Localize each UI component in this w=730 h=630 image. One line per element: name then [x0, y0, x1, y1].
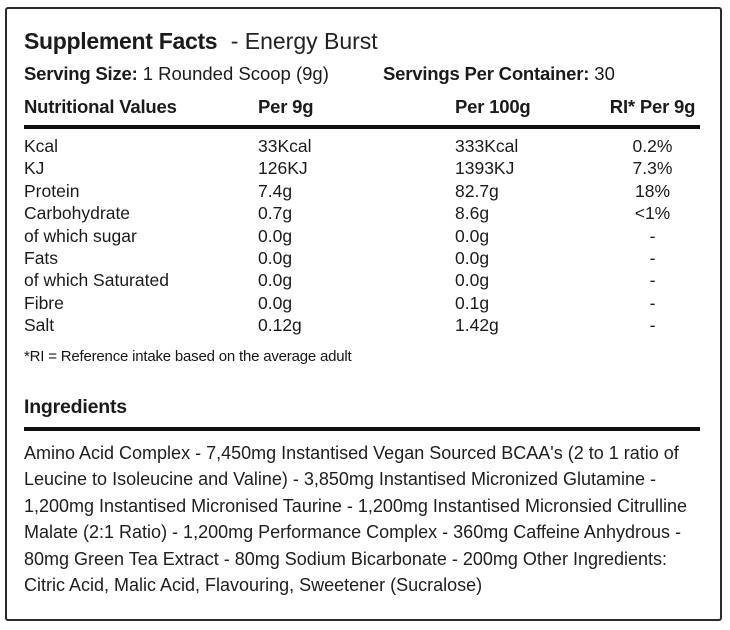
value-per-100g: 333Kcal [455, 136, 519, 156]
header-divider-rule [24, 125, 700, 129]
table-row [24, 135, 700, 157]
value-per-9g: 0.0g [258, 270, 293, 291]
nutrient-name: of which Saturated [24, 270, 169, 291]
value-ri: - [649, 225, 656, 246]
value-per-9g: 0.0g [258, 248, 293, 269]
value-per-100g: 82.7g [455, 180, 499, 201]
label-title [24, 28, 698, 54]
supplement-facts-label [5, 7, 722, 621]
value-per-9g: 0.0g [258, 292, 293, 313]
table-row [24, 314, 700, 336]
ingredients-heading: Ingredients [24, 395, 127, 418]
table-row [24, 247, 700, 269]
ri-footnote: *RI = Reference intake based on the average adult [24, 347, 352, 365]
value-per-9g: 7.4g [258, 180, 293, 201]
value-per-100g: 1393KJ [455, 158, 515, 179]
header-per-100g: Per 100g [455, 96, 531, 117]
serving-info-row [24, 63, 698, 85]
value-per-100g: 0.1g [455, 292, 490, 313]
nutrient-name: Fats [24, 248, 59, 269]
servings-per-container-value: 30 [594, 63, 615, 84]
value-per-9g: 0.0g [258, 225, 293, 246]
header-per-9g: Per 9g [258, 96, 314, 117]
table-header-row [24, 96, 700, 118]
nutrient-name: of which sugar [24, 225, 137, 246]
value-per-100g: 1.42g [455, 315, 499, 336]
ingredients-divider-rule [24, 427, 700, 431]
value-ri: 18% [634, 180, 671, 201]
value-per-100g: 0.0g [455, 270, 490, 291]
nutrition-table [24, 96, 700, 337]
value-per-100g: 8.6g [455, 203, 490, 224]
value-per-9g: 0.7g [258, 203, 293, 224]
header-nutritional-values: Nutritional Values [24, 96, 177, 117]
value-ri: <1% [634, 203, 671, 224]
table-row [24, 269, 700, 291]
header-ri-per-9g: RI* Per 9g [609, 96, 696, 117]
servings-per-container-label: Servings Per Container: [383, 63, 590, 84]
value-ri: - [649, 248, 656, 269]
table-row [24, 157, 700, 179]
nutrient-name: KJ [24, 158, 45, 179]
nutrient-name: Salt [24, 315, 55, 336]
table-row [24, 202, 700, 224]
serving-size-label: Serving Size: [24, 63, 138, 84]
value-ri: - [649, 315, 656, 336]
value-per-9g: 33Kcal [258, 136, 312, 156]
nutrient-name: Kcal [24, 136, 59, 156]
value-per-9g: 126KJ [258, 158, 308, 179]
nutrient-name: Protein [24, 180, 80, 201]
value-ri: - [649, 270, 656, 291]
ingredients-text: Amino Acid Complex - 7,450mg Instantised Vegan Sourced BCAA's (2 to 1 ratio of Leucine to Isoleucine and Valine) - 3,850mg Instantised Micronized Glutamine - 1,200mg Instantised Micronised Taurine - 1,200mg Instantised Micronsied Citrulline Malate (2:1 Ratio) - 1,200mg Performance Complex - 360mg Caffeine Anhydrous - 80mg Green Tea Extract - 80mg Sodium Bicarbonate - 200mg Other Ingredients: Citric Acid, Malic Acid, Flavouring, Sweetener (Sucralose) [24, 442, 688, 596]
serving-size-value: 1 Rounded Scoop (9g) [142, 63, 329, 84]
value-per-100g: 0.0g [455, 225, 490, 246]
table-row [24, 225, 700, 247]
nutrient-name: Carbohydrate [24, 203, 131, 224]
title-main: Supplement Facts [24, 28, 218, 54]
nutrient-name: Fibre [24, 292, 64, 313]
nutrition-table-body [24, 135, 700, 337]
value-per-100g: 0.0g [455, 248, 490, 269]
table-row [24, 180, 700, 202]
value-ri: - [649, 292, 656, 313]
value-ri: 7.3% [632, 158, 673, 179]
value-per-9g: 0.12g [258, 315, 302, 336]
table-row [24, 292, 700, 314]
title-product-name: - Energy Burst [230, 28, 378, 54]
serving-size [24, 63, 329, 84]
servings-per-container [383, 63, 615, 85]
value-ri: 0.2% [632, 136, 673, 156]
